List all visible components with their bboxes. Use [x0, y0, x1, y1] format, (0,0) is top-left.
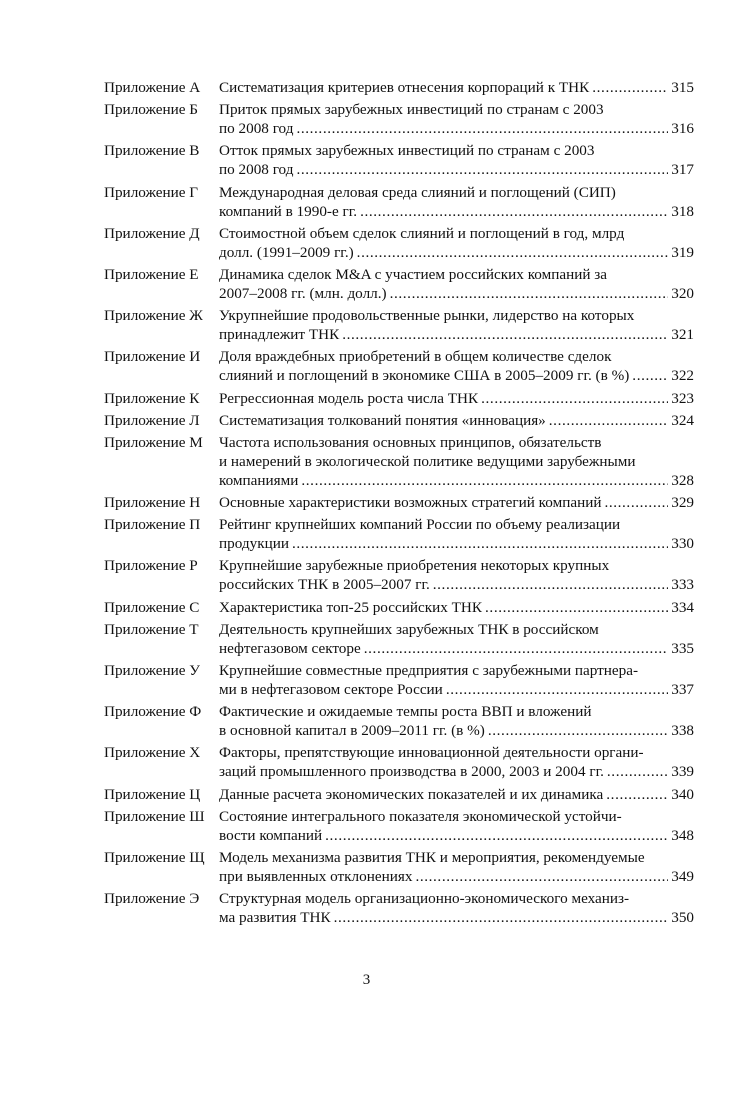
title-line: ми в нефтегазовом секторе России	[219, 681, 443, 698]
toc-page-number: 323	[671, 389, 694, 407]
toc-entry	[104, 889, 694, 927]
title-line: Факторы, препятствующие инновационной деятельности органи-	[219, 744, 644, 762]
appendix-label: Приложение Ц	[104, 785, 201, 803]
appendix-title	[219, 620, 694, 658]
appendix-label: Приложение Л	[104, 411, 200, 429]
title-line: компаний в 1990-е гг.	[219, 202, 358, 220]
appendix-title	[219, 78, 694, 97]
appendix-label: Приложение Щ	[104, 848, 205, 866]
toc-page-number: 338	[671, 722, 694, 740]
title-line: ма развития ТНК	[219, 909, 331, 927]
toc-entry	[104, 515, 694, 553]
title-line: при выявленных отклонениях	[219, 867, 413, 885]
appendix-title	[219, 306, 694, 344]
toc-entry	[104, 433, 694, 490]
title-line: Укрупнейшие продовольственные рынки, лидерство на которых	[219, 307, 635, 325]
toc-entry	[104, 306, 694, 344]
dot-leader	[433, 575, 668, 594]
toc-entry	[104, 620, 694, 658]
dot-leader	[607, 762, 668, 781]
appendix-title	[219, 265, 694, 303]
appendix-label: Приложение В	[104, 142, 200, 160]
toc-page-number: 320	[671, 284, 694, 302]
appendix-label: Приложение Д	[104, 224, 200, 242]
appendix-label: Приложение Е	[104, 265, 199, 283]
toc-entry	[104, 347, 694, 385]
toc-page-number: 333	[671, 576, 694, 594]
title-line: вости компаний	[219, 826, 323, 844]
appendix-title	[219, 661, 694, 699]
title-line: Фактические и ожидаемые темпы роста ВВП и вложений	[219, 703, 592, 721]
dot-leader	[592, 78, 668, 97]
title-line: Систематизация критериев отнесения корпораций к ТНК	[219, 79, 590, 96]
dot-leader	[360, 202, 668, 221]
dot-leader	[446, 680, 668, 699]
toc-entry	[104, 848, 694, 886]
toc-page-number: 316	[671, 120, 694, 138]
appendix-label: Приложение И	[104, 348, 201, 366]
toc-page-number: 335	[671, 639, 694, 657]
title-line: 2007–2008 гг. (млн. долл.)	[219, 284, 387, 302]
toc-page-number: 324	[671, 411, 694, 429]
appendix-label: Приложение П	[104, 516, 201, 534]
appendix-title	[219, 141, 694, 179]
appendix-title	[219, 598, 694, 617]
dot-leader	[549, 411, 668, 430]
toc-entry	[104, 661, 694, 699]
appendix-label: Приложение Г	[104, 183, 199, 201]
title-line: Структурная модель организационно-экономического механиз-	[219, 890, 630, 908]
title-line: Стоимостной объем сделок слияний и поглощений в год, млрд	[219, 224, 625, 242]
toc-entry	[104, 265, 694, 303]
appendix-label: Приложение Б	[104, 101, 199, 119]
toc-page-number: 349	[671, 867, 694, 885]
toc-entry	[104, 556, 694, 594]
dot-leader	[415, 867, 668, 886]
title-line: по 2008 год	[219, 120, 294, 138]
toc-page-number: 330	[671, 535, 694, 553]
dot-leader	[364, 639, 668, 658]
title-line: продукции	[219, 535, 289, 553]
toc-entry	[104, 78, 694, 97]
toc-page-number: 348	[671, 826, 694, 844]
dot-leader	[292, 534, 668, 553]
dot-leader	[296, 119, 668, 138]
toc-page-number: 337	[671, 681, 694, 698]
title-line: Деятельность крупнейших зарубежных ТНК в российском	[219, 620, 599, 638]
title-line: по 2008 год	[219, 161, 294, 179]
title-line: Основные характеристики возможных стратегий компаний	[219, 494, 602, 512]
toc-page-number: 340	[671, 785, 694, 803]
toc-entry	[104, 183, 694, 221]
toc-entry	[104, 702, 694, 740]
appendix-label: Приложение М	[104, 433, 203, 451]
appendix-label: Приложение Т	[104, 620, 199, 638]
appendix-label: Приложение А	[104, 79, 201, 96]
title-line: в основной капитал в 2009–2011 гг. (в %)	[219, 722, 485, 740]
toc-page-number: 317	[671, 161, 694, 179]
title-line: Динамика сделок M&A с участием российских компаний за	[219, 265, 607, 283]
title-line: российских ТНК в 2005–2007 гг.	[219, 576, 430, 594]
appendix-title	[219, 347, 694, 385]
toc-entry	[104, 411, 694, 430]
appendix-title	[219, 743, 694, 781]
title-line: и намерений в экологической политике ведущими зарубежными	[219, 452, 636, 470]
appendix-label: Приложение К	[104, 389, 200, 407]
title-line: нефтегазовом секторе	[219, 639, 361, 657]
dot-leader	[390, 284, 669, 303]
appendix-label: Приложение У	[104, 662, 201, 679]
toc-page-number: 321	[671, 326, 694, 344]
toc-entry	[104, 807, 694, 845]
appendix-label: Приложение Х	[104, 744, 201, 762]
title-line: долл. (1991–2009 гг.)	[219, 243, 354, 261]
dot-leader	[485, 598, 668, 617]
title-line: Приток прямых зарубежных инвестиций по странам с 2003	[219, 101, 604, 119]
toc-page-number: 350	[671, 909, 694, 927]
appendix-label: Приложение С	[104, 598, 200, 616]
appendix-title	[219, 224, 694, 262]
appendix-title	[219, 848, 694, 886]
appendix-title	[219, 433, 694, 490]
title-line: слияний и поглощений в экономике США в 2005–2009 гг. (в %)	[219, 367, 630, 385]
toc-entry	[104, 743, 694, 781]
dot-leader	[334, 908, 669, 927]
appendix-label: Приложение Н	[104, 494, 201, 512]
dot-leader	[325, 826, 668, 845]
appendix-list	[104, 78, 694, 930]
title-line: Крупнейшие зарубежные приобретения некоторых крупных	[219, 557, 610, 575]
appendix-title	[219, 515, 694, 553]
dot-leader	[606, 785, 668, 804]
title-line: Международная деловая среда слияний и поглощений (СИП)	[219, 183, 616, 201]
title-line: Частота использования основных принципов, обязательств	[219, 433, 602, 451]
toc-entry	[104, 598, 694, 617]
dot-leader	[301, 471, 668, 490]
toc-page-number: 315	[671, 79, 694, 96]
appendix-title	[219, 556, 694, 594]
title-line: Модель механизма развития ТНК и мероприятия, рекомендуемые	[219, 848, 645, 866]
dot-leader	[342, 325, 668, 344]
dot-leader	[296, 160, 668, 179]
title-line: Отток прямых зарубежных инвестиций по странам с 2003	[219, 142, 595, 160]
title-line: Доля враждебных приобретений в общем количестве сделок	[219, 348, 612, 366]
appendix-title	[219, 389, 694, 408]
title-line: Регрессионная модель роста числа ТНК	[219, 389, 479, 407]
title-line: принадлежит ТНК	[219, 326, 340, 344]
appendix-title	[219, 493, 694, 512]
title-line: Систематизация толкований понятия «инновация»	[219, 411, 546, 429]
page-number: 3	[362, 972, 371, 988]
toc-entry	[104, 493, 694, 512]
dot-leader	[357, 243, 669, 262]
toc-page-number: 334	[671, 598, 694, 616]
title-line: Характеристика топ-25 российских ТНК	[219, 598, 483, 616]
dot-leader	[604, 493, 668, 512]
title-line: компаниями	[219, 471, 299, 489]
appendix-label: Приложение Р	[104, 557, 198, 575]
toc-entry	[104, 141, 694, 179]
title-line: Рейтинг крупнейших компаний России по объему реализации	[219, 516, 621, 534]
appendix-label: Приложение Ж	[104, 307, 203, 325]
appendix-title	[219, 785, 694, 804]
title-line: Данные расчета экономических показателей и их динамика	[219, 785, 604, 803]
dot-leader	[481, 389, 668, 408]
title-line: Крупнейшие совместные предприятия с зарубежными партнера-	[219, 662, 639, 679]
appendix-title	[219, 807, 694, 845]
title-line: заций промышленного производства в 2000, 2003 и 2004 гг.	[219, 763, 604, 781]
toc-page-number: 329	[671, 494, 694, 512]
toc-page-number: 318	[671, 202, 694, 220]
appendix-title	[219, 183, 694, 221]
toc-page-number: 319	[671, 243, 694, 261]
toc-entry	[104, 100, 694, 138]
appendix-title	[219, 411, 694, 430]
appendix-label: Приложение Ф	[104, 703, 202, 721]
toc-entry	[104, 224, 694, 262]
toc-page-number: 322	[671, 367, 694, 385]
appendix-label: Приложение Э	[104, 890, 200, 908]
appendix-title	[219, 889, 694, 927]
dot-leader	[488, 721, 668, 740]
appendix-title	[219, 100, 694, 138]
appendix-label: Приложение Ш	[104, 807, 205, 825]
dot-leader	[632, 366, 668, 385]
toc-entry	[104, 389, 694, 408]
toc-page-number: 328	[671, 471, 694, 489]
toc-entry	[104, 785, 694, 804]
toc-page-number: 339	[671, 763, 694, 781]
title-line: Состояние интегрального показателя экономической устойчи-	[219, 807, 622, 825]
appendix-title	[219, 702, 694, 740]
